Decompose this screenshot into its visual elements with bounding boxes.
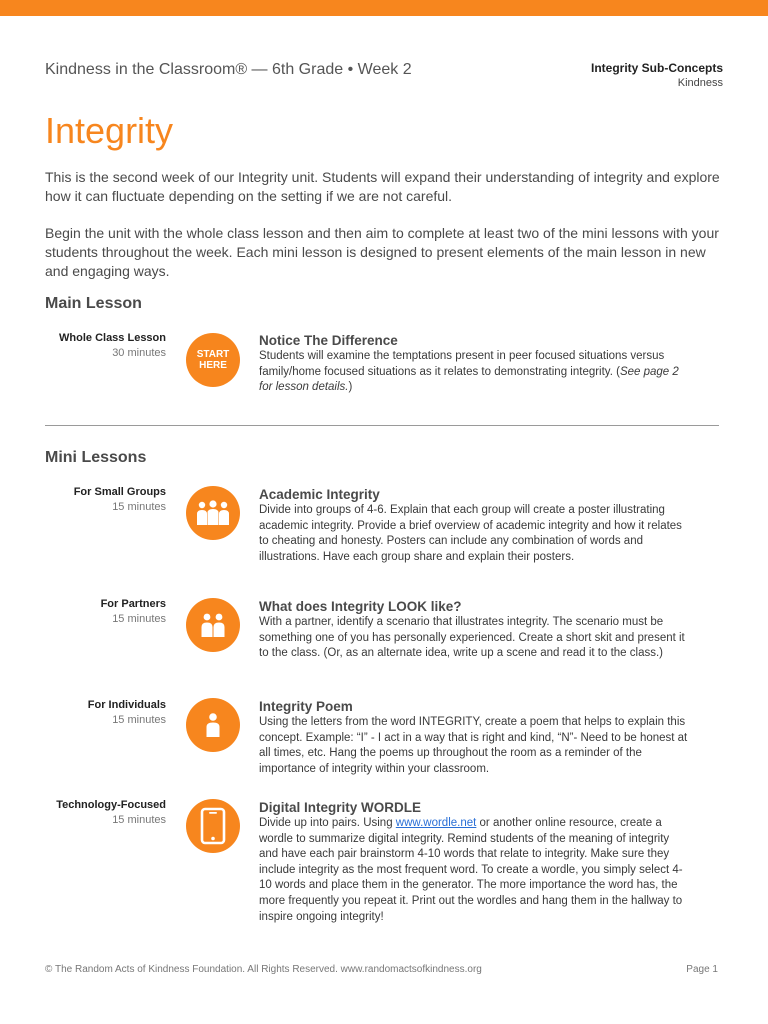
lesson-duration: 30 minutes [112, 347, 166, 359]
course-line: Kindness in the Classroom® — 6th Grade • Week 2 [45, 61, 412, 78]
mini-lesson-meta [26, 798, 166, 828]
lesson-description: With a partner, identify a scenario that illustrates integrity. The scenario must be something one of you has personally experienced. Create a short skit and present it to the class. (Or, as an alternate idea, write up a scene and read it to the class.) [259, 616, 685, 660]
group-icon [186, 486, 240, 540]
lesson-details-note: See page 2 for lesson details. [259, 365, 679, 394]
lesson-category: For Individuals [87, 699, 166, 711]
lesson-category: Whole Class Lesson [59, 332, 166, 344]
main-lesson-content [259, 332, 689, 396]
mini-lesson-meta [26, 698, 166, 728]
lesson-category: For Partners [100, 598, 166, 610]
lesson-category: Technology-Focused [56, 799, 166, 811]
lesson-title: Digital Integrity WORDLE [259, 800, 421, 815]
main-lesson-heading: Main Lesson [45, 295, 142, 312]
lesson-title: What does Integrity LOOK like? [259, 599, 462, 614]
tablet-icon [186, 799, 240, 853]
mini-lessons-heading: Mini Lessons [45, 449, 147, 466]
mini-lesson-content [259, 698, 689, 777]
mini-lesson-content [259, 598, 689, 662]
mini-lesson-content [259, 799, 689, 925]
partners-icon [186, 598, 240, 652]
lesson-description: Students will examine the temptations present in peer focused situations versus family/home focused situations as it relates to demonstrating integrity. (See page 2 for lesson details.) [259, 350, 679, 394]
lesson-description: Divide into groups of 4-6. Explain that each group will create a poster illustrating academic integrity. Provide a brief overview of academic integrity and how it relates to cheating and honesty. Posters can include any combination of words and illustrations. Have each group share and explain their posters. [259, 504, 682, 563]
start-here-badge [186, 333, 240, 387]
person-icon [186, 698, 240, 752]
section-divider [45, 425, 719, 426]
lesson-duration: 15 minutes [112, 501, 166, 513]
subconcepts-block [591, 61, 723, 89]
badge-line-2: HERE [199, 360, 227, 371]
page-title: Integrity [45, 110, 174, 151]
lesson-duration: 15 minutes [112, 613, 166, 625]
lesson-duration: 15 minutes [112, 714, 166, 726]
lesson-title: Academic Integrity [259, 487, 380, 502]
mini-lesson-meta [26, 485, 166, 515]
badge-line-1: START [196, 349, 230, 360]
lesson-title: Notice The Difference [259, 333, 398, 348]
lesson-duration: 15 minutes [112, 814, 166, 826]
main-lesson-meta [26, 331, 166, 361]
lesson-description: Using the letters from the word INTEGRITY, create a poem that helps to explain this concept. Example: “I” - I act in a way that is right and kind, “N”- Need to be honest at all times, etc. Hang the poems up throughout the room as a reminder of the importance of integrity within your classroom. [259, 716, 688, 775]
lesson-title: Integrity Poem [259, 699, 353, 714]
mini-lesson-meta [26, 597, 166, 627]
intro-paragraph-1: This is the second week of our Integrity unit. Students will expand their understanding of integrity and explore how it can fluctuate depending on the setting if we are not careful. [45, 169, 720, 204]
page-number: Page 1 [686, 964, 718, 975]
footer-copyright: © The Random Acts of Kindness Foundation. All Rights Reserved. www.randomactsofkindness.org [45, 964, 482, 975]
wordle-link[interactable]: www.wordle.net [395, 817, 477, 829]
top-accent-bar [0, 0, 768, 16]
subconcepts-value: Kindness [677, 77, 723, 89]
lesson-description: Divide up into pairs. Using www.wordle.net or another online resource, create a wordle to summarize digital integrity. Remind students of the meaning of integrity and have each pair brainstorm 4-10 words that relate to integrity. Make sure they include integrity as the most frequent word. To create a wordle, you simply select 4-10 words and place them in the generator. The more importance the word has, the more frequently you repeat it. Print out the wordles and hang them in the hallway to inspire ongoing integrity! [259, 817, 683, 923]
mini-lesson-content [259, 486, 689, 565]
lesson-category: For Small Groups [73, 486, 166, 498]
intro-paragraph-2: Begin the unit with the whole class lesson and then aim to complete at least two of the mini lessons with your students throughout the week. Each mini lesson is designed to present elements of the main lesson in new and engaging ways. [45, 225, 719, 279]
subconcepts-title: Integrity Sub-Concepts [590, 61, 723, 75]
